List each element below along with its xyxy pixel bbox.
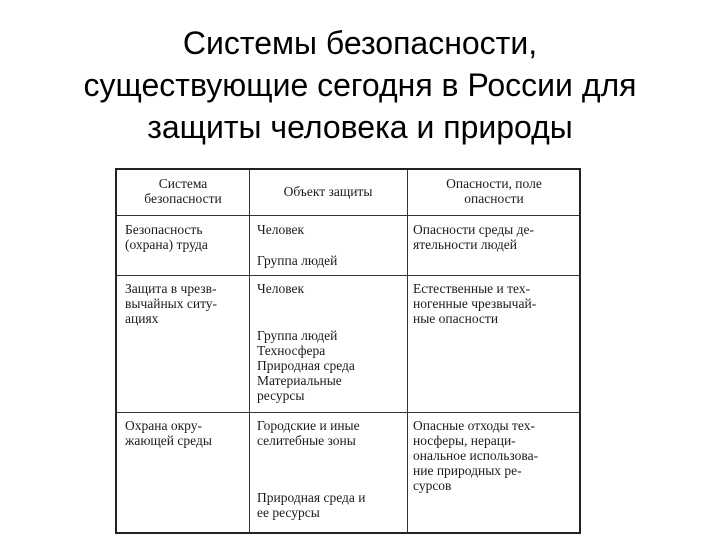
slide-title-line: существующие сегодня в России для xyxy=(83,67,637,103)
table-row-2-hazards: Естественные и тех- ногенные чрезвычай- ные опасности xyxy=(413,281,537,326)
table-row-2-object: Человек xyxy=(257,281,305,296)
safety-systems-table xyxy=(115,168,581,534)
row-divider xyxy=(117,275,579,276)
slide-title-line: Системы безопасности, xyxy=(182,25,538,61)
slide-title xyxy=(0,22,720,148)
table-row-1-object: Группа людей xyxy=(257,253,338,268)
table-row-1-hazards: Опасности среды де- ятельности людей xyxy=(413,222,534,252)
table-row-3-hazards: Опасные отходы тех- носферы, нераци- ональное использова- ние природных ре- сурсов xyxy=(413,418,539,493)
row-divider xyxy=(117,215,579,216)
table-row-2-system: Защита в чрезв- вычайных ситу- ациях xyxy=(125,281,218,326)
header-system: Система безопасности xyxy=(144,176,222,206)
table-row-1-system: Безопасность (охрана) труда xyxy=(125,222,208,252)
table-row-3-object: Городские и иные селитебные зоны xyxy=(257,418,360,448)
table-row-2-object: Группа людей Техносфера Природная среда Материальные ресурсы xyxy=(257,328,355,403)
table-row-3-system: Охрана окру- жающей среды xyxy=(125,418,212,448)
table-row-1-object: Человек xyxy=(257,222,305,237)
slide-title-line: защиты человека и природы xyxy=(147,109,573,145)
column-divider xyxy=(249,170,250,532)
header-hazards: Опасности, поле опасности xyxy=(446,176,542,206)
header-object: Объект защиты xyxy=(283,184,373,199)
row-divider xyxy=(117,412,579,413)
table-row-3-object: Природная среда и ее ресурсы xyxy=(257,490,366,520)
column-divider xyxy=(407,170,408,532)
